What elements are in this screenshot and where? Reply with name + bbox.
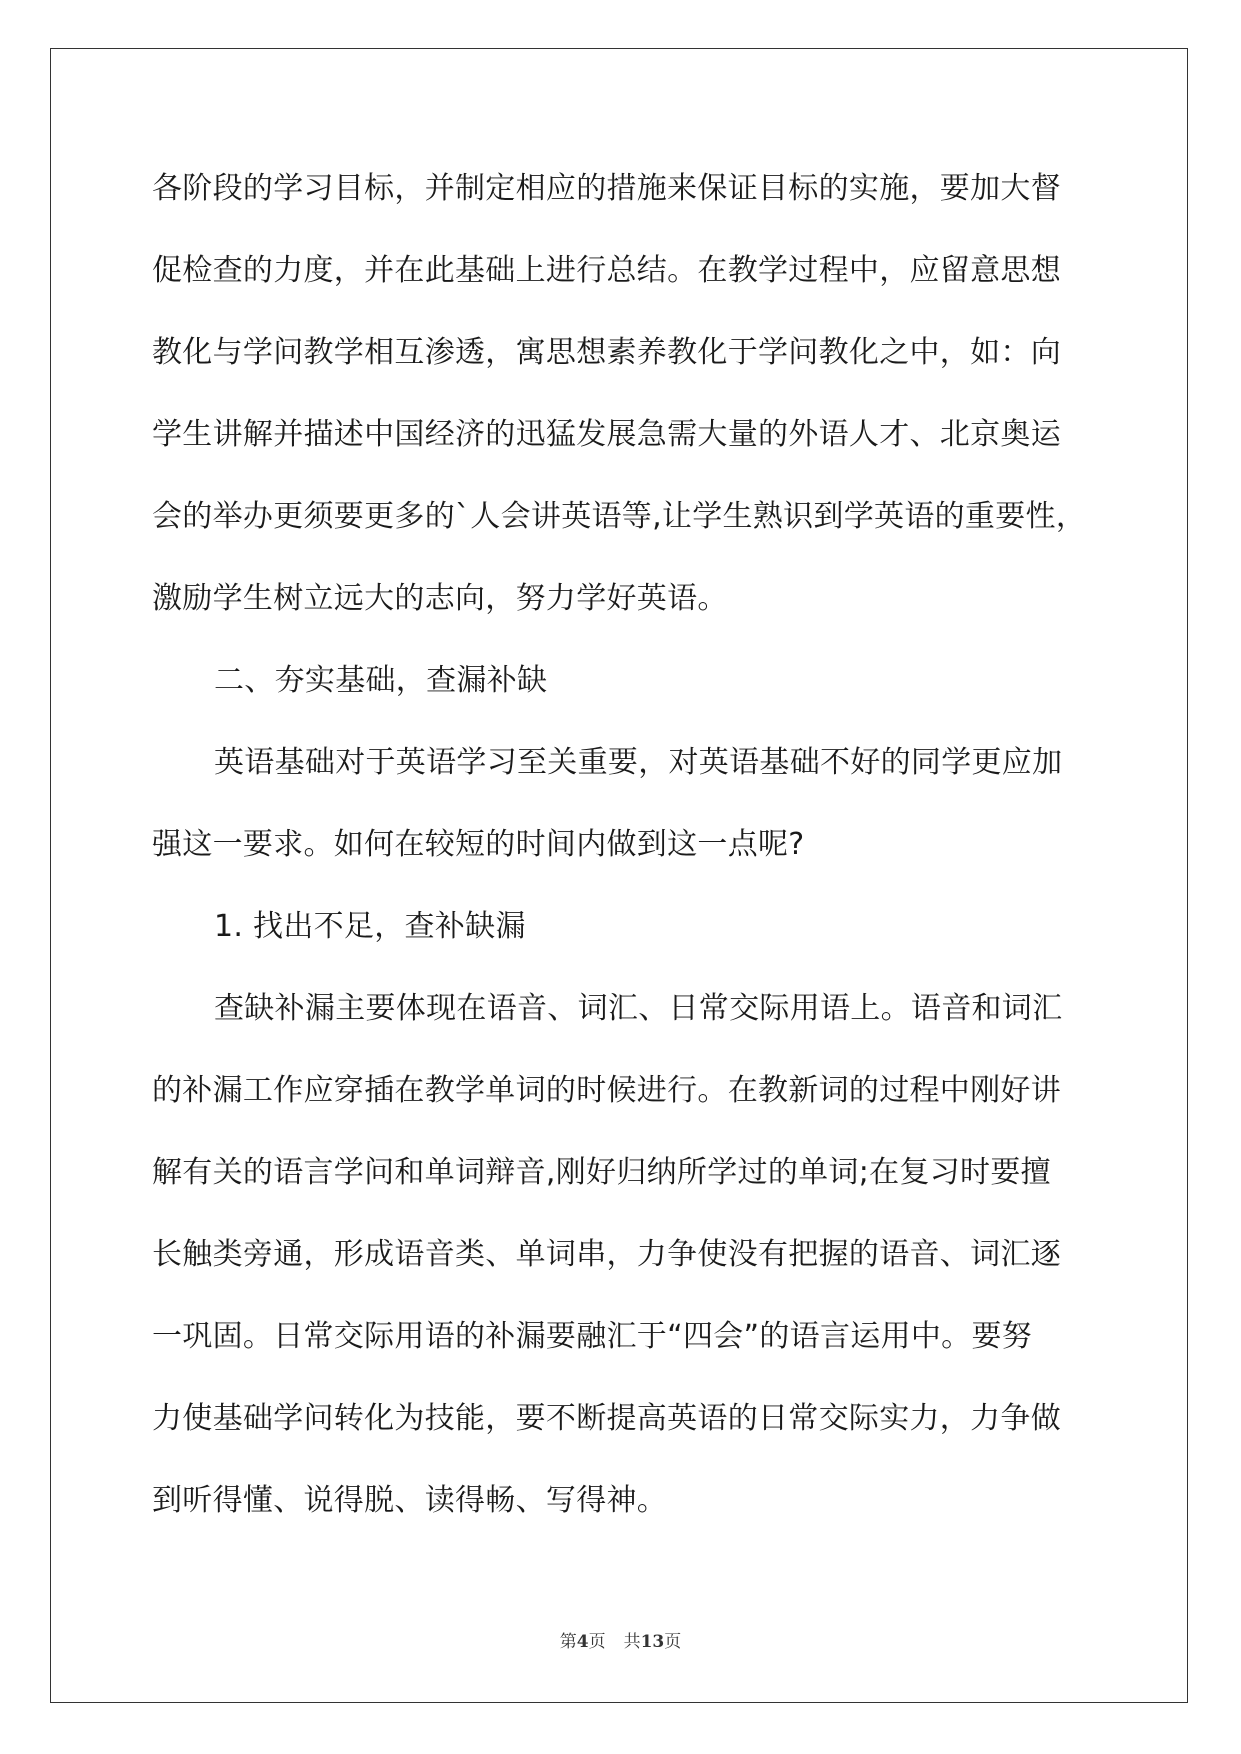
text-line: 教化与学问教学相互渗透，寓思想素养教化于学问教化之中，如：向	[152, 335, 1061, 370]
section-heading: 二、夯实基础，查漏补缺	[214, 663, 548, 698]
text-line: 一巩固。日常交际用语的补漏要融汇于“四会”的语言运用中。要努	[152, 1319, 1033, 1354]
total-pages: 13	[640, 1632, 665, 1652]
text-line: 各阶段的学习目标，并制定相应的措施来保证目标的实施，要加大督	[152, 171, 1061, 206]
text-line: 激励学生树立远大的志向，努力学好英语。	[152, 581, 728, 616]
subsection-heading: 1. 找出不足，查补缺漏	[214, 909, 526, 944]
text-line: 学生讲解并描述中国经济的迅猛发展急需大量的外语人才、北京奥运	[152, 417, 1061, 452]
text-line: 长触类旁通，形成语音类、单词串，力争使没有把握的语音、词汇逐	[152, 1237, 1061, 1272]
document-body	[152, 156, 1094, 1550]
total-suffix: 页	[664, 1632, 682, 1652]
text-line: 力使基础学问转化为技能，要不断提高英语的日常交际实力，力争做	[152, 1401, 1061, 1436]
page-footer	[0, 1627, 1241, 1652]
text-line: 查缺补漏主要体现在语音、词汇、日常交际用语上。语音和词汇	[214, 991, 1063, 1026]
text-line: 英语基础对于英语学习至关重要，对英语基础不好的同学更应加	[214, 745, 1063, 780]
page-prefix: 第	[559, 1632, 577, 1652]
page-number: 4	[576, 1632, 589, 1652]
text-line: 到听得懂、说得脱、读得畅、写得神。	[152, 1483, 668, 1518]
text-line: 会的举办更须要更多的`人会讲英语等,让学生熟识到学英语的重要性，	[152, 499, 1087, 534]
text-line: 强这一要求。如何在较短的时间内做到这一点呢?	[152, 827, 805, 862]
text-line: 促检查的力度，并在此基础上进行总结。在教学过程中，应留意思想	[152, 253, 1061, 288]
total-prefix: 共	[623, 1632, 641, 1652]
text-line: 解有关的语言学问和单词辩音,刚好归纳所学过的单词;在复习时要擅	[152, 1155, 1051, 1190]
text-line: 的补漏工作应穿插在教学单词的时候进行。在教新词的过程中刚好讲	[152, 1073, 1061, 1108]
page-suffix: 页	[588, 1632, 606, 1652]
